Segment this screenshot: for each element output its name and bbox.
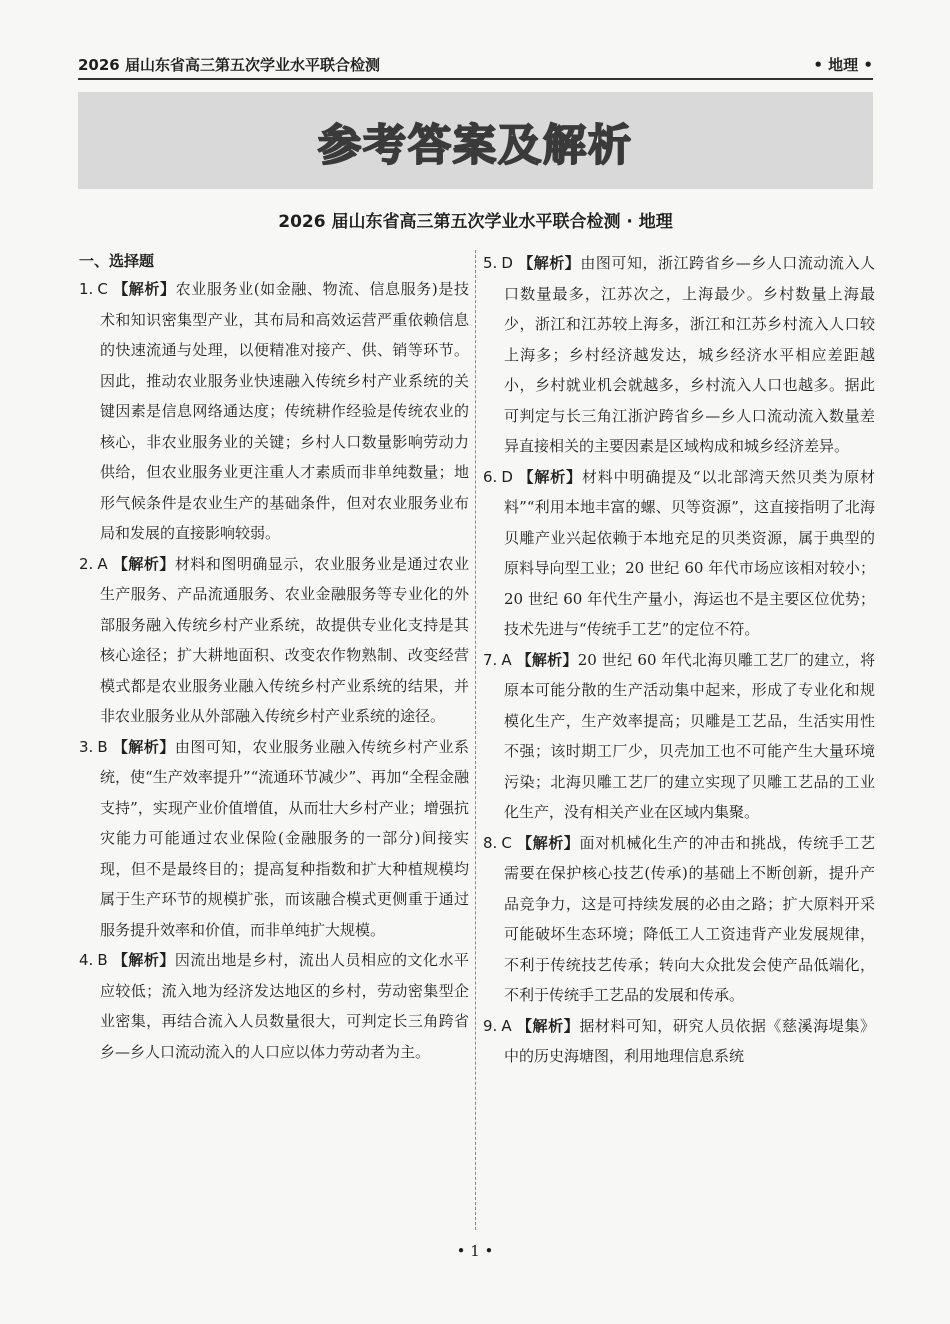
- title-banner: [78, 92, 873, 189]
- answer-item-1: 1. C 【解析】农业服务业(如金融、物流、信息服务)是技术和知识密集型产业，其布局和高效运营严重依赖信息的快速流通与处理，以便精准对接产、供、销等环节。因此，推动农业服务业快速融入传统乡村产业系统的关键因素是信息网络通达度；传统耕作经验是传统农业的核心，非农业服务业的关键；乡村人口数量影响劳动力供给，但农业服务业更注重人才素质而非单纯数量；地形气候条件是农业生产的基础条件，但对农业服务业布局和发展的直接影响较弱。: [79, 280, 469, 542]
- page-number: • 1 •: [456, 1242, 494, 1260]
- answer-item-7: 7. A 【解析】20 世纪 60 年代北海贝雕工艺厂的建立，将原本可能分散的生产活动集中起来，形成了专业化和规模化生产，生产效率提高；贝雕是工艺品，生活实用性不强；该时期工厂少，贝壳加工也不可能产生大量环境污染；北海贝雕工艺厂的建立实现了贝雕工艺品的工业化生产，没有相关产业在区域内集聚。: [483, 650, 875, 821]
- right-column: [483, 248, 875, 1072]
- answer-item-4: 4. B 【解析】因流出地是乡村，流出人员相应的文化水平应较低；流入地为经济发达地区的乡村，劳动密集型企业密集，再结合流入人员数量很大，可判定长三角跨省乡—乡人口流动流入的人口应以体力劳动者为主。: [79, 951, 469, 1061]
- answer-item-9: 9. A 【解析】据材料可知，研究人员依据《慈溪海堤集》中的历史海塘图，利用地理信息系统: [483, 1016, 875, 1065]
- header-exam-title: 2026 届山东省高三第五次学业水平联合检测: [78, 56, 380, 74]
- answer-item-5: 5. D 【解析】由图可知，浙江跨省乡—乡人口流动流入人口数量最多，江苏次之，上海最少。乡村数量上海最少，浙江和江苏较上海多，浙江和江苏乡村流入人口较上海多；乡村经济越发达，城乡经济水平相应差距越小，乡村就业机会就越多，乡村流入人口也越多。据此可判定与长三角江浙沪跨省乡—乡人口流动流入数量差异直接相关的主要因素是区域构成和城乡经济差异。: [483, 254, 875, 455]
- header-subject: • 地理 •: [813, 56, 873, 74]
- left-column: [79, 248, 469, 1067]
- document-subtitle: 2026 届山东省高三第五次学业水平联合检测 · 地理: [278, 212, 673, 232]
- answer-item-2: 2. A 【解析】材料和图明确显示，农业服务业是通过农业生产服务、产品流通服务、农业金融服务等专业化的外部服务融入传统乡村产业系统，故提供专业化支持是其核心途径；扩大耕地面积、改变农作物熟制、改变经营模式都是农业服务业融入传统乡村产业系统的结果，并非农业服务业从外部融入传统乡村产业系统的途径。: [79, 554, 469, 725]
- answer-item-8: 8. C 【解析】面对机械化生产的冲击和挑战，传统手工艺需要在保护核心技艺(传承)的基础上不断创新，提升产品竞争力，这是可持续发展的必由之路；扩大原料开采可能破坏生态环境；降低工人工资违背产业发展规律，不利于传统技艺传承；转向大众批发会使产品低端化，不利于传统手工艺品的发展和传承。: [483, 833, 875, 1004]
- answer-item-3: 3. B 【解析】由图可知，农业服务业融入传统乡村产业系统，使“生产效率提升”“流通环节减少”、再加“全程金融支持”，实现产业价值增值，从而壮大乡村产业；增强抗灾能力可能通过农业保险(金融服务的一部分)间接实现，但不是最终目的；提高复种指数和扩大种植规模均属于生产环节的规模扩张，而该融合模式更侧重于通过服务提升效率和价值，而非单纯扩大规模。: [79, 737, 469, 939]
- column-divider: [475, 250, 476, 1230]
- answer-item-6: 6. D 【解析】材料中明确提及“以北部湾天然贝类为原材料”“利用本地丰富的螺、贝等资源”，这直接指明了北海贝雕产业兴起依赖于本地充足的贝类资源，属于典型的原料导向型工业；20 世纪 60 年代市场应该相对较小；20 世纪 60 年代生产量小，海运也不是主要区位优势；技术先进与“传统手工艺”的定位不符。: [483, 467, 875, 638]
- running-header: [78, 52, 873, 80]
- section-title: 一、选择题: [79, 252, 155, 270]
- page-title: 参考答案及解析: [318, 121, 633, 171]
